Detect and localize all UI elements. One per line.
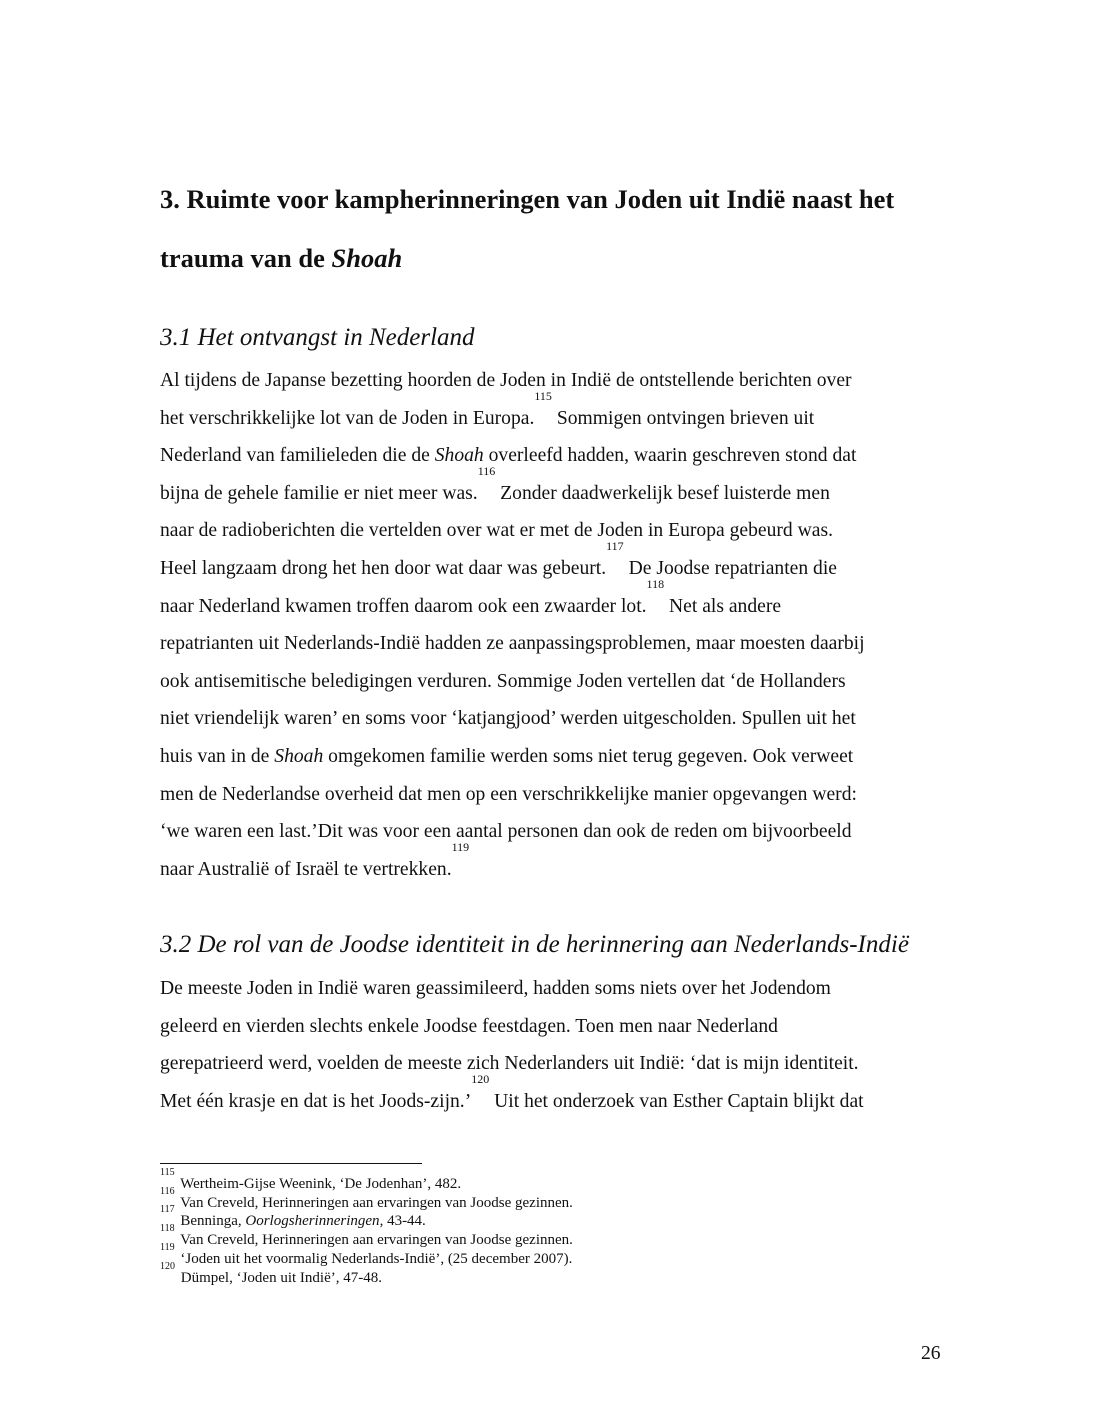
- footnote-number: 116: [160, 1185, 175, 1197]
- section-title-3-1: 3.1 Het ontvangst in Nederland: [160, 324, 475, 351]
- footnote-number: 119: [160, 1241, 175, 1253]
- page-number: 26: [921, 1343, 941, 1364]
- footnote-reference: 120: [471, 1071, 490, 1086]
- text-line: De meeste Joden in Indië waren geassimileerd, hadden soms niets over het Jodendom: [160, 978, 831, 999]
- text-line: naar de radioberichten die vertelden over wat er met de Joden in Europa gebeurd was.: [160, 520, 833, 542]
- footnote: $^{117}$ Benninga, Oorlogsherinneringen, 43-44.: [160, 1204, 426, 1230]
- italic-text: Oorlogsherinneringen: [245, 1213, 380, 1230]
- section-3-1-body: [160, 362, 950, 888]
- text-line: gerepatrieerd werd, voelden de meeste zich Nederlanders uit Indië: ‘dat is mijn identiteit.: [160, 1053, 859, 1075]
- footnote-reference: 115: [534, 388, 552, 403]
- footnote-number: 118: [160, 1223, 175, 1235]
- footnote-separator: [160, 1163, 422, 1164]
- section-3-2-body: [160, 970, 950, 1120]
- text-line: geleerd en vierden slechts enkele Joodse feestdagen. Toen men naar Nederland: [160, 1015, 778, 1037]
- text-line: niet vriendelijk waren’ en soms voor ‘katjangjood’ werden uitgescholden. Spullen uit het: [160, 708, 856, 730]
- footnote: $^{116}$ Van Creveld, Herinneringen aan ervaringen van Joodse gezinnen.: [160, 1185, 573, 1211]
- text-line: huis van in de Shoah omgekomen familie werden soms niet terug gegeven. Ook verweet: [160, 745, 854, 767]
- text-line: ‘we waren een last.’Dit was voor een aantal personen dan ook de reden om bijvoorbeeld: [160, 821, 852, 843]
- footnote: $^{118}$ Van Creveld, Herinneringen aan ervaringen van Joodse gezinnen.: [160, 1223, 573, 1249]
- footnote-number: 120: [160, 1260, 175, 1272]
- section-title-3-2: 3.2 De rol van de Joodse identiteit in de herinnering aan Nederlands-Indië: [160, 931, 909, 958]
- text-line: het verschrikkelijke lot van de Joden in Europa.$^{115}$ Sommigen ontvingen brieven uit: [160, 388, 815, 429]
- footnote-reference: 117: [606, 538, 624, 553]
- chapter-title-italic: Shoah: [331, 243, 403, 273]
- text-line: naar Nederland kwamen troffen daarom ook een zwaarder lot.$^{118}$ Net als andere: [160, 576, 782, 617]
- footnote: $^{120}$ Dümpel, ‘Joden uit Indië’, 47-48.: [160, 1260, 382, 1286]
- text-line: Heel langzaam drong het hen door wat daar was gebeurt.$^{117}$ De Joodse repatrianten die: [160, 538, 837, 579]
- text-line: bijna de gehele familie er niet meer was.$^{116}$ Zonder daadwerkelijk besef luisterde men: [160, 463, 830, 504]
- chapter-title-text: 3. Ruimte voor kampherinneringen van Joden uit Indië naast het trauma van de: [160, 184, 895, 273]
- italic-text: Shoah: [274, 745, 324, 767]
- chapter-title: [160, 170, 960, 288]
- text-line: Met één krasje en dat is het Joods-zijn.’$^{120}$ Uit het onderzoek van Esther Captain blijkt dat: [160, 1071, 864, 1112]
- footnotes: [160, 1167, 860, 1287]
- footnote-reference: 116: [477, 463, 496, 478]
- footnote-number: 115: [160, 1167, 175, 1178]
- text-line: ook antisemitische beledigingen verduren. Sommige Joden vertellen dat ‘de Hollanders: [160, 670, 846, 692]
- footnote-reference: 118: [646, 576, 665, 591]
- text-line: repatrianten uit Nederlands-Indië hadden ze aanpassingsproblemen, maar moesten daarbij: [160, 633, 865, 655]
- text-line: naar Australië of Israël te vertrekken.$^{119}$: [160, 839, 470, 880]
- text-line: men de Nederlandse overheid dat men op een verschrikkelijke manier opgevangen werd:: [160, 783, 857, 805]
- footnote: $^{119}$ ‘Joden uit het voormalig Nederlands-Indië’, (25 december 2007).: [160, 1241, 573, 1267]
- footnote-number: 117: [160, 1204, 175, 1216]
- footnote: $^{115}$ Wertheim-Gijse Weenink, ‘De Jodenhan’, 482.: [160, 1167, 462, 1192]
- text-line: Nederland van familieleden die de Shoah overleefd hadden, waarin geschreven stond dat: [160, 445, 857, 467]
- text-line: Al tijdens de Japanse bezetting hoorden de Joden in Indië de ontstellende berichten over: [160, 370, 852, 391]
- footnote-reference: 119: [451, 839, 470, 854]
- italic-text: Shoah: [434, 445, 484, 467]
